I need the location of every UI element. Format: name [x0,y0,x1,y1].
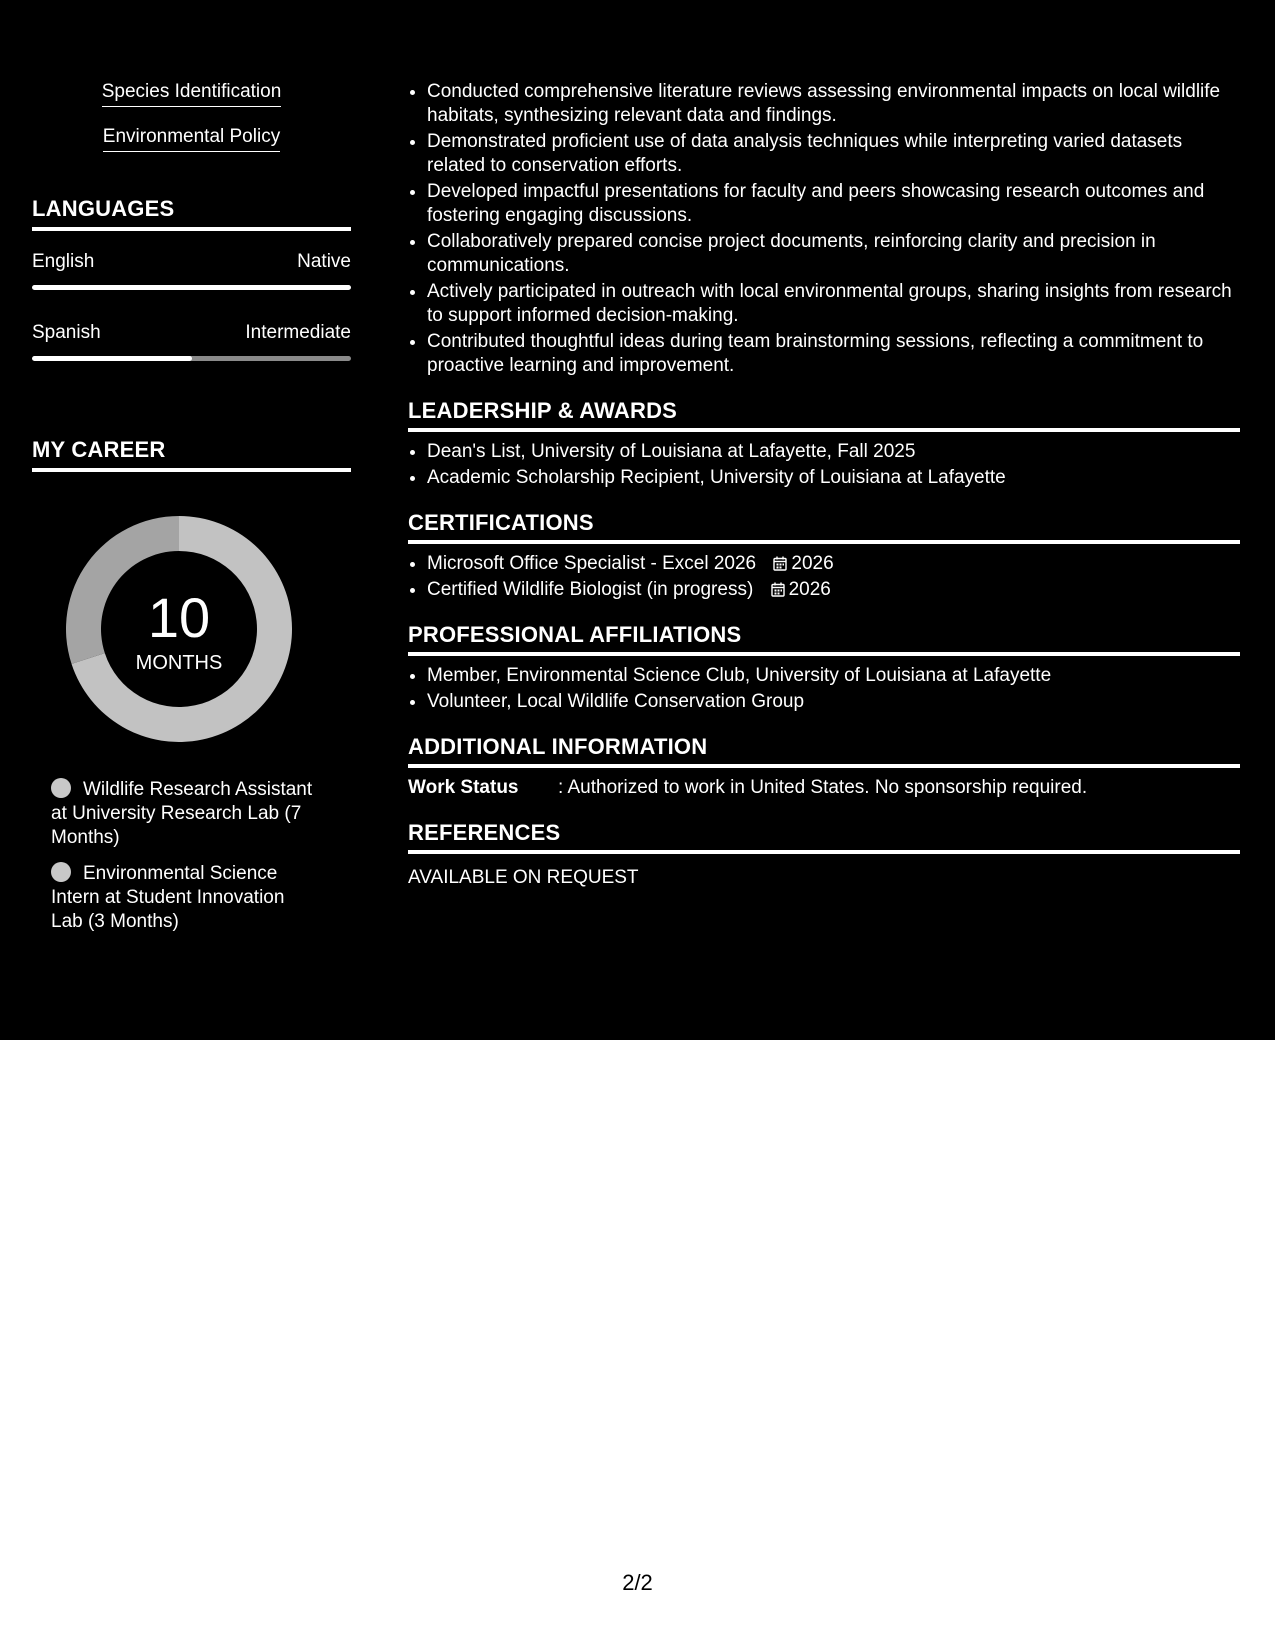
work-status-row [408,776,1240,800]
career-heading: MY CAREER [32,437,351,472]
experience-bullet: • Actively participated in outreach with local environmental groups, sharing insights from research to support informed decision-making. [427,280,1240,328]
language-spanish [32,322,351,361]
certifications-heading: CERTIFICATIONS [408,510,1240,544]
language-proficiency-bar [32,356,351,361]
work-status-label: Work Status [408,777,519,798]
career-total-unit: MONTHS [135,652,223,674]
affiliation-item: • Volunteer, Local Wildlife Conservation Group [427,690,1240,714]
career-dot-icon [51,778,71,798]
experience-bullet: • Conducted comprehensive literature reviews assessing environmental impacts on local wildlife habitats, synthesizing relevant data and findings. [427,80,1240,128]
certification-name: Microsoft Office Specialist - Excel 2026 [427,553,757,574]
page-number: 2/2 [622,1570,653,1595]
career-total-value: 10 [147,586,211,649]
language-level: Native [297,251,351,272]
calendar-icon [771,582,785,597]
languages-heading: LANGUAGES [32,196,351,231]
leadership-list [408,440,1240,490]
certifications-list [408,552,1240,602]
career-item-text: Environmental Science Intern at Student Innovation Lab (3 Months) [51,863,285,932]
affiliations-heading: PROFESSIONAL AFFILIATIONS [408,622,1240,656]
certification-item [427,578,1240,602]
certification-year: 2026 [788,579,831,600]
affiliation-item: • Member, Environmental Science Club, University of Louisiana at Lafayette [427,664,1240,688]
additional-info-heading: ADDITIONAL INFORMATION [408,734,1240,768]
experience-bullet: • Demonstrated proficient use of data analysis techniques while interpreting varied datasets related to conservation efforts. [427,130,1240,178]
career-item [51,778,321,850]
sidebar [32,80,351,946]
language-name: English [32,251,95,272]
language-proficiency-bar [32,285,351,290]
affiliations-list [408,664,1240,714]
career-donut-chart [66,516,292,742]
work-status-value: : Authorized to work in United States. No sponsorship required. [558,777,1088,798]
language-english [32,251,351,290]
certification-name: Certified Wildlife Biologist (in progress) [427,579,754,600]
certification-item [427,552,1240,576]
references-text: AVAILABLE ON REQUEST [408,867,639,888]
career-dot-icon [51,862,71,882]
language-proficiency-fill [32,285,351,290]
leadership-heading: LEADERSHIP & AWARDS [408,398,1240,432]
references-heading: REFERENCES [408,820,1240,854]
career-item-text: Wildlife Research Assistant at University Research Lab (7 Months) [51,779,313,848]
calendar-icon [773,556,787,571]
career-list [51,778,321,934]
language-name: Spanish [32,322,101,343]
experience-bullet: • Contributed thoughtful ideas during team brainstorming sessions, reflecting a commitment to proactive learning and improvement. [427,330,1240,378]
main-content [408,80,1240,890]
certification-year: 2026 [791,553,834,574]
experience-bullets [408,80,1240,378]
career-item [51,862,321,934]
language-level: Intermediate [245,322,351,343]
leadership-item: • Academic Scholarship Recipient, University of Louisiana at Lafayette [427,466,1240,490]
language-proficiency-fill [32,356,192,361]
experience-bullet: • Developed impactful presentations for faculty and peers showcasing research outcomes and fostering engaging discussions. [427,180,1240,228]
skill-item-species-identification: Species Identification [102,80,282,107]
leadership-item: • Dean's List, University of Louisiana at Lafayette, Fall 2025 [427,440,1240,464]
skill-item-environmental-policy: Environmental Policy [103,125,280,152]
experience-bullet: • Collaboratively prepared concise project documents, reinforcing clarity and precision in communications. [427,230,1240,278]
